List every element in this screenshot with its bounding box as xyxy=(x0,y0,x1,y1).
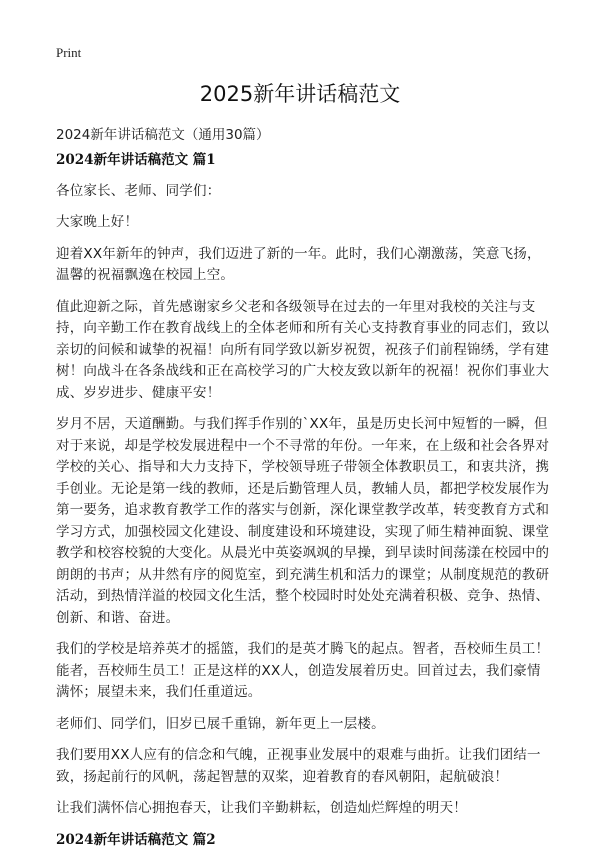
paragraph: 让我们满怀信心拥抱春天，让我们辛勤耕耘，创造灿烂辉煌的明天！ xyxy=(56,800,467,816)
document-body xyxy=(56,150,550,860)
paragraph: 我们的学校是培养英才的摇篮，我们的是英才腾飞的起点。智者，吾校师生员工！能者，吾校师生员工！正是这样的XX人，创造发展着历史。回首过去，我们豪情满怀；展望未来，我们任重道远。 xyxy=(56,641,550,700)
paragraph: 迎着XX年新年的钟声，我们迈进了新的一年。此时，我们心潮激荡，笑意飞扬，温馨的祝福飘逸在校园上空。 xyxy=(56,245,541,283)
paragraph: 值此迎新之际，首先感谢家乡父老和各级领导在过去的一年里对我校的关注与支持，向辛勤工作在教育战线上的全体老师和所有关心支持教育事业的同志们，致以亲切的问候和诚挚的祝福！向所有同学致以新岁祝贺，祝孩子们前程锦绣，学有建树！向战斗在各条战线和正在高校学习的广大校友致以新年的祝福！祝你们事业大成、岁岁进步、健康平安！ xyxy=(56,298,550,401)
section-heading: 2024新年讲话稿范文 篇2 xyxy=(56,831,216,848)
document-title: 2025新年讲话稿范文 xyxy=(199,82,401,106)
section-2 xyxy=(56,830,550,852)
section-heading: 2024新年讲话稿范文 篇1 xyxy=(56,152,216,168)
paragraph: 岁月不居，天道酬勤。与我们挥手作别的`XX年，虽是历史长河中短暂的一瞬，但对于来说，却是学校发展进程中一个不寻常的年份。一年来，在上级和社会各界对学校的关心、指导和大力支持下，学校领导班子带领全体教职员工，和衷共济，携手创业。无论是第一线的教师，还是后勤管理人员，教辅人员，都把学校发展作为第一要务，追求教育教学工作的落实与创新，深化课堂教学改革，转变教育方式和学习方式，加强校园文化建设、制度建设和环境建设，实现了师生精神面貌、课堂教学和校容校貌的大变化。从晨光中英姿飒飒的早操，到早读时间荡漾在校园中的朗朗的书声；从井然有序的阅览室，到充满生机和活力的课堂；从制度规范的教研活动，到热情洋溢的校园文化生活，整个校园时时处处充满着积极、竞争、热情、创新、和谐、奋进。 xyxy=(56,416,550,626)
document-subtitle: 2024新年讲话稿范文（通用30篇） xyxy=(56,127,270,143)
paragraph-greeting: 各位家长、老师、同学们： xyxy=(56,182,221,199)
paragraph: 我们要用XX人应有的信念和气魄，正视事业发展中的艰难与曲折。让我们团结一致，扬起前行的风帆，荡起智慧的双桨，迎着教育的春风朝阳，起航破浪！ xyxy=(56,747,541,785)
paragraph-salutation: 大家晚上好！ xyxy=(56,214,139,230)
print-link[interactable]: Print xyxy=(56,45,82,60)
section-1 xyxy=(56,150,550,820)
paragraph: 老师们、同学们，旧岁已展千重锦，新年更上一层楼。 xyxy=(56,715,385,732)
